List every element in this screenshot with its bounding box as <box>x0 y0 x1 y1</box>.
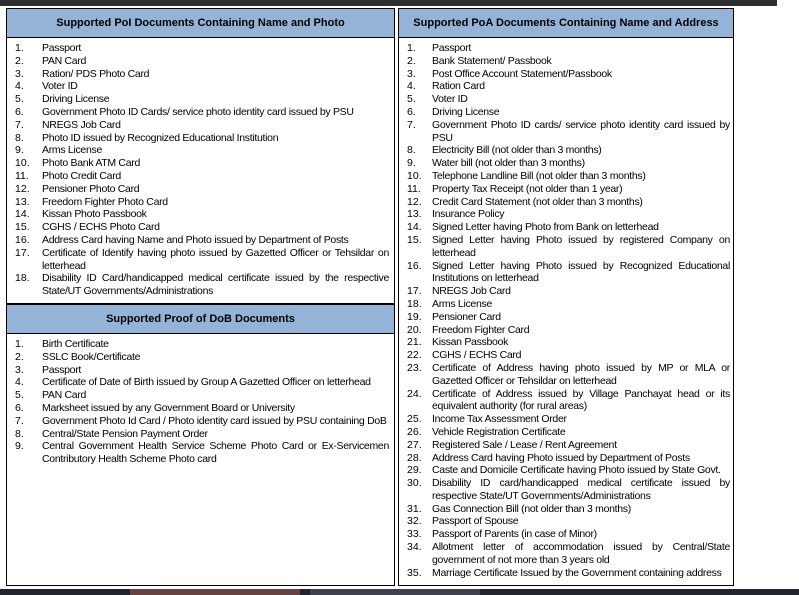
poi-documents-table <box>6 8 395 304</box>
list-item: Electricity Bill (not older than 3 months) <box>432 144 602 157</box>
dob-document-list <box>7 338 394 466</box>
list-item: Pensioner Card <box>432 310 501 323</box>
list-item: Disability ID Card/handicapped medical certificate issued by the respective State/UT Governments/Administrations <box>42 272 389 298</box>
list-item: Passport <box>432 42 472 54</box>
list-item: Freedom Fighter Card <box>432 323 530 336</box>
taskbar-accent-red <box>130 589 300 595</box>
list-item: Vehicle Registration Certificate <box>432 425 566 438</box>
list-item: Arms License <box>42 144 103 157</box>
list-item: PAN Card <box>42 389 87 402</box>
list-item: Ration/ PDS Photo Card <box>42 67 150 80</box>
list-item: Central Government Health Service Scheme Photo Card or Ex-Servicemen Contributory Health Scheme Photo card <box>42 440 389 466</box>
list-item: Post Office Account Statement/Passbook <box>432 67 612 80</box>
taskbar-accent-gray <box>310 589 480 595</box>
list-item: Photo Bank ATM Card <box>42 157 140 170</box>
list-item: Telephone Landline Bill (not older than 3 months) <box>432 169 646 182</box>
list-item: Address Card having Name and Photo issued by Department of Posts <box>42 233 349 246</box>
list-item: Certificate of Address having photo issued by MP or MLA or Gazetted Officer or Tehsildar on letterhead <box>432 361 730 387</box>
list-item: Marriage Certificate Issued by the Government containing address <box>432 566 722 579</box>
window-top-edge <box>0 0 799 6</box>
list-item: Bank Statement/ Passbook <box>432 54 552 67</box>
list-item: Property Tax Receipt (not older than 1 year) <box>432 182 623 195</box>
list-item: Arms License <box>432 297 493 310</box>
list-item: Water bill (not older than 3 months) <box>432 157 585 170</box>
list-item: Passport of Spouse <box>432 515 519 528</box>
list-item: Voter ID <box>42 80 78 93</box>
list-item: Driving License <box>42 93 110 106</box>
taskbar-edge <box>0 589 799 595</box>
list-item: Passport of Parents (in case of Minor) <box>432 528 597 541</box>
poa-table-header: Supported PoA Documents Containing Name and Address <box>399 9 733 38</box>
poa-document-list <box>399 42 733 579</box>
list-item: Insurance Policy <box>432 208 505 221</box>
list-item: Disability ID card/handicapped medical certificate issued by respective State/UT Governments/Administrations <box>432 477 730 502</box>
list-item: Address Card having Photo issued by Department of Posts <box>432 451 690 464</box>
list-item: Government Photo ID Cards/ service photo identity card issued by PSU <box>42 105 354 118</box>
window-top-corner <box>777 0 799 6</box>
list-item: Certificate of Identify having photo issued by Gazetted Officer or Tehsildar on letterhead <box>42 246 389 272</box>
list-item: NREGS Job Card <box>432 285 511 298</box>
list-item: CGHS / ECHS Card <box>432 349 522 362</box>
list-item: Government Photo Id Card / Photo identity card issued by PSU containing DoB <box>42 414 387 427</box>
list-item: Income Tax Assessment Order <box>432 413 567 426</box>
list-item: Freedom Fighter Photo Card <box>42 195 168 208</box>
list-item: Certificate of Date of Birth issued by Group A Gazetted Officer on letterhead <box>42 376 371 389</box>
poi-table-header: Supported PoI Documents Containing Name and Photo <box>7 9 394 38</box>
poa-documents-table <box>398 8 734 586</box>
list-item: Kissan Photo Passbook <box>42 208 147 221</box>
list-item: NREGS Job Card <box>42 118 121 131</box>
list-item: PAN Card <box>42 54 87 67</box>
list-item: Signed Letter having Photo from Bank on letterhead <box>432 221 659 234</box>
list-item: Gas Connection Bill (not older than 3 months) <box>432 502 631 515</box>
list-item: Signed Letter having Photo issued by Recognized Educational Institutions on letterhead <box>432 259 730 285</box>
dob-table-header: Supported Proof of DoB Documents <box>7 305 394 334</box>
list-item: Pensioner Photo Card <box>42 182 140 195</box>
list-item: Passport <box>42 363 82 376</box>
list-item: Registered Sale / Lease / Rent Agreement <box>432 438 617 451</box>
list-item: Central/State Pension Payment Order <box>42 427 208 440</box>
list-item: Marksheet issued by any Government Board or University <box>42 401 295 414</box>
list-item: Government Photo ID cards/ service photo identity card issued by PSU <box>432 118 730 144</box>
dob-documents-table <box>6 304 395 586</box>
list-item: Passport <box>42 42 82 54</box>
list-item: SSLC Book/Certificate <box>42 350 141 363</box>
list-item: Ration Card <box>432 80 485 93</box>
list-item: Kissan Passbook <box>432 336 509 349</box>
list-item: Photo Credit Card <box>42 169 121 182</box>
list-item: CGHS / ECHS Photo Card <box>42 221 160 234</box>
list-item: Allotment letter of accommodation issued by Central/State government of not more than 3 years old <box>432 541 730 566</box>
list-item: Caste and Domicile Certificate having Photo issued by State Govt. <box>432 464 721 477</box>
list-item: Credit Card Statement (not older than 3 months) <box>432 195 643 208</box>
list-item: Voter ID <box>432 93 468 106</box>
list-item: Driving License <box>432 105 500 118</box>
list-item: Birth Certificate <box>42 338 109 350</box>
list-item: Photo ID issued by Recognized Educational Institution <box>42 131 279 144</box>
list-item: Certificate of Address issued by Village Panchayat head or its equivalent authority (for rural areas) <box>432 387 730 413</box>
list-item: Signed Letter having Photo issued by registered Company on letterhead <box>432 233 730 259</box>
poi-document-list <box>7 42 394 298</box>
